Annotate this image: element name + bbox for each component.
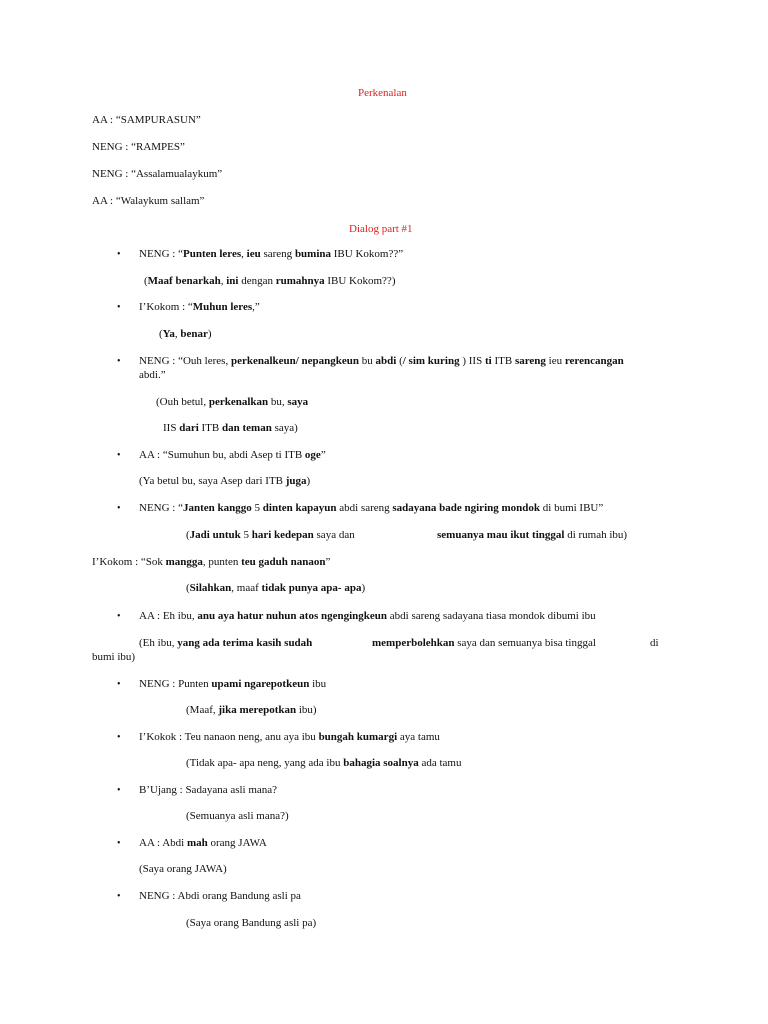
- bold-segment: ti: [484, 355, 492, 367]
- bullet-marker: •: [117, 249, 121, 260]
- text-segment: ”: [325, 556, 331, 568]
- dialog-line: [139, 301, 260, 314]
- bold-segment: Punten leres: [183, 248, 242, 260]
- text-segment: (: [159, 328, 163, 340]
- translation-line: [139, 863, 227, 876]
- bold-segment: bungah kumargi: [318, 731, 398, 743]
- text-segment: ibu): [296, 704, 317, 716]
- translation-line: [186, 529, 355, 542]
- text-segment: ): [306, 475, 311, 487]
- translation-line: [186, 582, 365, 595]
- text-segment: (Maaf,: [186, 704, 219, 716]
- text-segment: ,: [241, 248, 247, 260]
- text-segment: NENG : Abdi orang Bandung asli pa: [139, 890, 301, 902]
- bullet-marker: •: [117, 302, 121, 313]
- text-segment: 5: [240, 529, 252, 541]
- translation-line: [156, 396, 308, 409]
- dialog-line: [139, 890, 301, 903]
- text-segment: (Tidak apa- apa neng, yang ada ibu: [186, 757, 344, 769]
- bold-segment: sadayana bade ngiring mondok: [392, 502, 541, 514]
- bold-segment: benar: [180, 328, 208, 340]
- text-segment: AA : Abdi: [139, 837, 187, 849]
- dialog-line: [139, 610, 596, 623]
- text-segment: B’Ujang : Sadayana asli mana?: [139, 784, 278, 796]
- text-segment: abdi sareng sadayana tiasa mondok dibumi ibu: [387, 610, 596, 622]
- intro-line: NENG : “Assalamualaykum”: [92, 168, 223, 180]
- text-segment: (Semuanya asli mana?): [186, 810, 289, 822]
- bold-segment: upami ngarepotkeun: [211, 678, 310, 690]
- bold-segment: jika merepotkan: [218, 704, 297, 716]
- bold-segment: rumahnya: [275, 275, 325, 287]
- text-segment: I’Kokom : “: [139, 301, 193, 313]
- text-segment: IBU Kokom??”: [331, 248, 404, 260]
- intro-line: AA : “SAMPURASUN”: [92, 114, 201, 126]
- text-segment: ): [207, 328, 212, 340]
- bold-segment: anu aya hatur nuhun atos ngengingkeun: [197, 610, 388, 622]
- text-segment: NENG : “Ouh leres,: [139, 355, 231, 367]
- bold-segment: semuanya mau ikut tinggal: [437, 529, 565, 541]
- bold-segment: Maaf benarkah: [147, 275, 221, 287]
- bullet-marker: •: [117, 503, 121, 514]
- translation-line: [372, 637, 596, 650]
- bold-segment: Janten kanggo: [183, 502, 252, 514]
- text-segment: ibu: [309, 678, 327, 690]
- translation-line: [186, 704, 317, 717]
- bullet-marker: •: [117, 785, 121, 796]
- bold-segment: ini: [226, 275, 239, 287]
- text-segment: saya dan: [313, 529, 355, 541]
- bold-segment: abdi: [375, 355, 397, 367]
- translation-line: [650, 637, 659, 650]
- bold-segment: dan teman: [222, 422, 272, 434]
- text-segment: , maaf: [231, 582, 262, 594]
- text-segment: (Eh ibu,: [139, 637, 178, 649]
- text-segment: (: [186, 529, 190, 541]
- text-segment: 5: [251, 502, 263, 514]
- section-title-perkenalan: Perkenalan: [358, 87, 407, 99]
- bold-segment: bahagia soalnya: [343, 757, 419, 769]
- bullet-marker: •: [117, 450, 121, 461]
- text-segment: ITB: [198, 422, 222, 434]
- text-segment: di rumah ibu): [564, 529, 628, 541]
- text-segment: di bumi IBU”: [540, 502, 604, 514]
- text-segment: aya tamu: [397, 731, 440, 743]
- bullet-marker: •: [117, 732, 121, 743]
- text-segment: I’Kokom : “Sok: [92, 556, 166, 568]
- text-segment: (Saya orang JAWA): [139, 863, 227, 875]
- translation-line: [437, 529, 627, 542]
- text-segment: ,: [220, 275, 227, 287]
- bullet-marker: •: [117, 891, 121, 902]
- bullet-marker: •: [117, 838, 121, 849]
- text-segment: (: [396, 355, 403, 367]
- text-segment: (: [186, 582, 190, 594]
- text-segment: (Saya orang Bandung asli pa): [186, 917, 317, 929]
- translation-line: [139, 637, 312, 650]
- dialog-line: [139, 248, 403, 261]
- dialog-line: [139, 784, 277, 797]
- text-segment: ada tamu: [418, 757, 462, 769]
- bold-segment: saya: [287, 396, 309, 408]
- bold-segment: teu gaduh nanaon: [241, 556, 326, 568]
- bullet-marker: •: [117, 679, 121, 690]
- section-title-dialog-part-1: Dialog part #1: [349, 223, 413, 235]
- text-segment: ITB: [491, 355, 515, 367]
- bold-segment: Muhun leres: [192, 301, 253, 313]
- text-segment: NENG : “: [139, 248, 183, 260]
- bullet-marker: •: [117, 356, 121, 367]
- text-segment: saya): [271, 422, 298, 434]
- bold-segment: Ya: [162, 328, 175, 340]
- bold-segment: yang ada terima kasih sudah: [177, 637, 313, 649]
- translation-line-continued: [92, 651, 135, 664]
- bold-segment: dari: [179, 422, 199, 434]
- bold-segment: juga: [285, 475, 307, 487]
- dialog-line: [139, 837, 267, 850]
- bold-segment: perkenalkan: [208, 396, 269, 408]
- text-segment: NENG : Punten: [139, 678, 212, 690]
- text-segment: bu: [359, 355, 376, 367]
- text-segment: I’Kokok : Teu nanaon neng, anu aya ibu: [139, 731, 319, 743]
- bold-segment: / sim kuring: [402, 355, 460, 367]
- text-segment: ): [361, 582, 366, 594]
- text-segment: AA : Eh ibu,: [139, 610, 198, 622]
- bold-segment: Silahkan: [189, 582, 232, 594]
- text-segment: dengan: [238, 275, 276, 287]
- bold-segment: dinten kapayun: [262, 502, 337, 514]
- bold-segment: rerencangan: [564, 355, 624, 367]
- text-segment: ) IIS: [459, 355, 485, 367]
- text-segment: sareng: [260, 248, 295, 260]
- text-segment: , punten: [202, 556, 242, 568]
- intro-line: AA : “Walaykum sallam”: [92, 195, 205, 207]
- bold-segment: Jadi untuk: [189, 529, 241, 541]
- translation-line: [186, 917, 316, 930]
- bold-segment: perkenalkeun/ nepangkeun: [230, 355, 360, 367]
- text-segment: IBU Kokom??): [324, 275, 396, 287]
- text-segment: (Ya betul bu, saya Asep dari ITB: [139, 475, 286, 487]
- translation-line: [159, 328, 212, 341]
- text-segment: saya dan semuanya bisa tinggal: [454, 637, 596, 649]
- text-segment: ieu: [545, 355, 565, 367]
- bold-segment: oge: [304, 449, 321, 461]
- dialog-line-continued: [139, 369, 166, 382]
- text-segment: orang JAWA: [207, 837, 267, 849]
- text-segment: ,: [174, 328, 181, 340]
- translation-line: [144, 275, 395, 288]
- dialog-line: [139, 731, 440, 744]
- bold-segment: memperbolehkan: [372, 637, 455, 649]
- text-segment: di: [650, 637, 659, 649]
- bold-segment: hari kedepan: [251, 529, 314, 541]
- translation-line: [186, 810, 289, 823]
- translation-line: [139, 475, 310, 488]
- bold-segment: ieu: [246, 248, 261, 260]
- text-segment: AA : “Sumuhun bu, abdi Asep ti ITB: [139, 449, 305, 461]
- dialog-line: [139, 355, 624, 368]
- bullet-marker: •: [117, 611, 121, 622]
- intro-line: NENG : “RAMPES”: [92, 141, 185, 153]
- text-segment: (: [144, 275, 148, 287]
- bold-segment: tidak punya apa- apa: [261, 582, 362, 594]
- dialog-line: [139, 502, 603, 515]
- text-segment: bumi ibu): [92, 651, 136, 663]
- text-segment: ,”: [252, 301, 260, 313]
- text-segment: ”: [320, 449, 326, 461]
- bold-segment: bumina: [294, 248, 332, 260]
- text-segment: abdi.”: [139, 369, 166, 381]
- text-segment: (Ouh betul,: [156, 396, 209, 408]
- bold-segment: sareng: [514, 355, 546, 367]
- translation-line: [163, 422, 298, 435]
- text-segment: bu,: [268, 396, 288, 408]
- dialog-line: [139, 449, 326, 462]
- dialog-line: [139, 678, 326, 691]
- text-segment: IIS: [163, 422, 180, 434]
- dialog-line: [92, 556, 330, 569]
- text-segment: abdi sareng: [336, 502, 393, 514]
- bold-segment: mangga: [165, 556, 203, 568]
- text-segment: NENG : “: [139, 502, 183, 514]
- translation-line: [186, 757, 461, 770]
- bold-segment: mah: [186, 837, 208, 849]
